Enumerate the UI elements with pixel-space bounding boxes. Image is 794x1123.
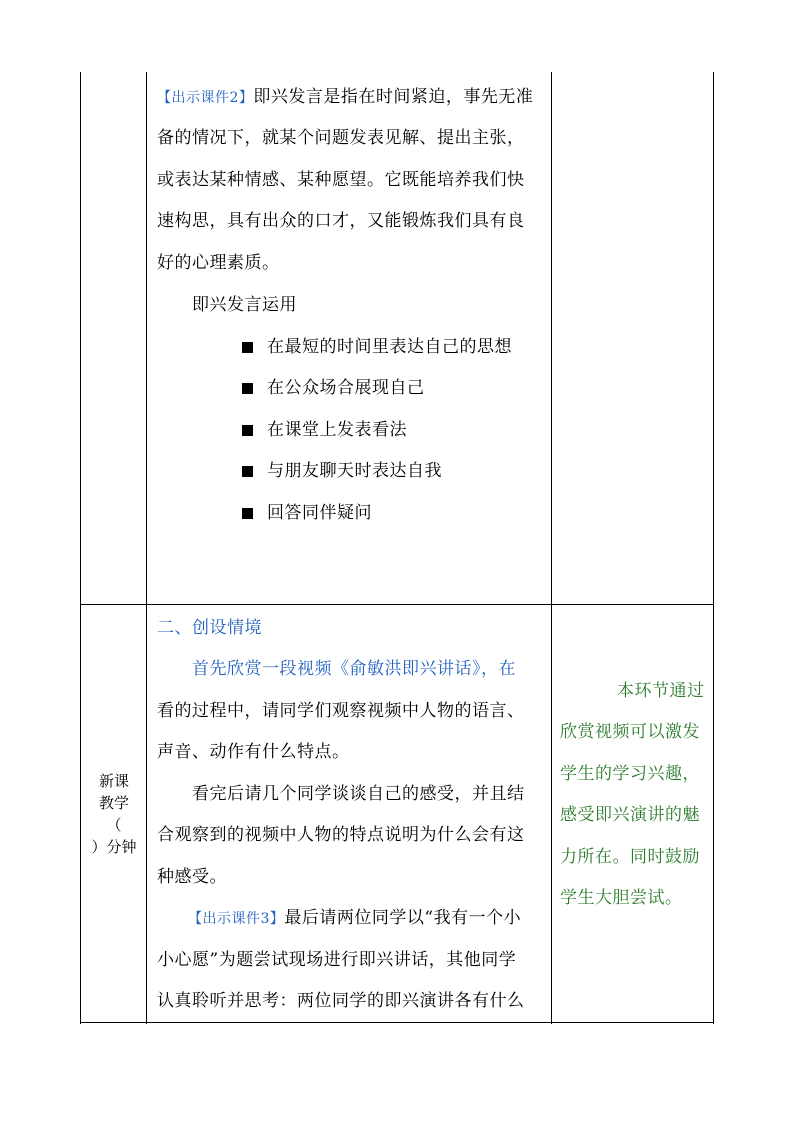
bullet-square-icon (242, 466, 253, 477)
bullet-item: 在最短的时间里表达自己的思想 (267, 337, 512, 357)
table-col-divider-2 (551, 72, 552, 1024)
stage-label: 新课 教学 （ ）分钟 (91, 772, 137, 856)
section-title: 二、创设情境 (157, 618, 262, 638)
courseware-paragraph-line-5: 好的心理素质。 (157, 253, 280, 273)
table-border-right (713, 72, 714, 1024)
discussion-paragraph-line-3: 种感受。 (157, 867, 227, 887)
courseware-paragraph-line-2: 备的情况下，就某个问题发表见解、提出主张， (157, 128, 525, 148)
bullet-item: 在课堂上发表看法 (267, 420, 407, 440)
teaching-note-line-4: 感受即兴演讲的魅 (560, 805, 700, 825)
bullet-item: 在公众场合展现自己 (267, 378, 425, 398)
courseware-tag: 【出示课件3】 (188, 911, 285, 927)
usage-heading: 即兴发言运用 (192, 295, 297, 315)
table-row-divider (80, 604, 714, 605)
video-paragraph-line-2: 看的过程中，请同学们观察视频中人物的语言、 (157, 701, 525, 721)
video-paragraph-line-1: 首先欣赏一段视频《俞敏洪即兴讲话》，在 (192, 659, 516, 679)
teaching-note-line-5: 力所在。同时鼓励 (560, 847, 700, 867)
discussion-paragraph-line-2: 合观察到的视频中人物的特点说明为什么会有这 (157, 825, 525, 845)
table-border-bottom (80, 1022, 714, 1023)
courseware-paragraph-line-1: 【出示课件2】即兴发言是指在时间紧迫，事先无准 (157, 87, 534, 107)
table-border-left (80, 72, 81, 1024)
video-paragraph-line-3: 声音、动作有什么特点。 (157, 742, 350, 762)
courseware-paragraph-line-4: 速构思，具有出众的口才，又能锻炼我们具有良 (157, 211, 525, 231)
speech-paragraph-line-1: 【出示课件3】最后请两位同学以“我有一个小 (188, 908, 522, 928)
bullet-item: 与朋友聊天时表达自我 (267, 461, 442, 481)
speech-paragraph-line-3: 认真聆听并思考：两位同学的即兴演讲各有什么 (157, 991, 525, 1011)
courseware-paragraph-line-3: 或表达某种情感、某种愿望。它既能培养我们快 (157, 170, 525, 190)
bullet-square-icon (242, 342, 253, 353)
table-col-divider-1 (146, 72, 147, 1024)
bullet-square-icon (242, 383, 253, 394)
teaching-note-line-3: 学生的学习兴趣， (560, 764, 700, 784)
teaching-note-line-6: 学生大胆尝试。 (560, 888, 683, 908)
teaching-note-line-2: 欣赏视频可以激发 (560, 722, 700, 742)
courseware-tag: 【出示课件2】 (157, 90, 254, 106)
bullet-square-icon (242, 508, 253, 519)
teaching-note-line-1: 本环节通过 (617, 681, 705, 701)
bullet-item: 回答同伴疑问 (267, 503, 372, 523)
speech-paragraph-line-2: 小心愿”为题尝试现场进行即兴讲话，其他同学 (157, 950, 517, 970)
discussion-paragraph-line-1: 看完后请几个同学谈谈自己的感受，并且结 (192, 784, 525, 804)
bullet-square-icon (242, 425, 253, 436)
